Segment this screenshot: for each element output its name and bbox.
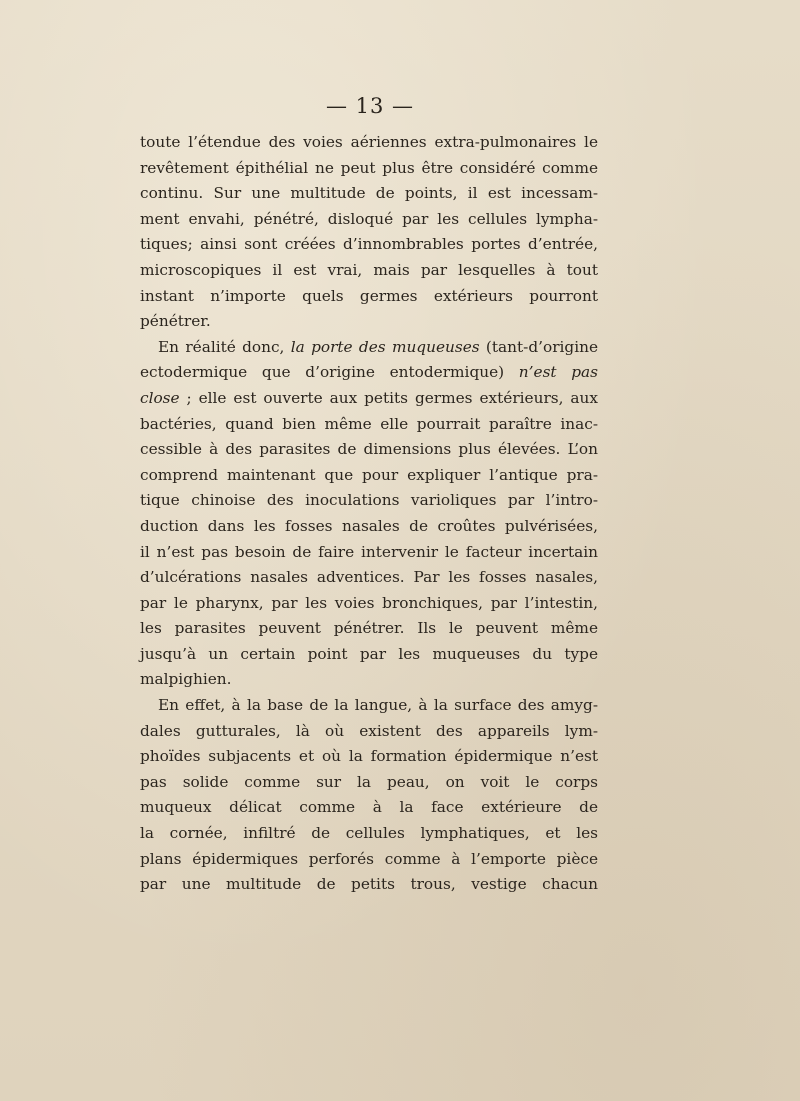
text-line: tique chinoise des inoculations varioliques par l’intro- xyxy=(140,491,598,510)
text-line: plans épidermiques perforés comme à l’emporte pièce xyxy=(140,849,598,868)
text-line: les parasites peuvent pénétrer. Ils le peuvent même xyxy=(140,619,598,638)
text-line: muqueux délicat comme à la face extérieure de xyxy=(140,798,598,817)
text-line: duction dans les fosses nasales de croûtes pulvérisées, xyxy=(140,516,598,535)
text-line: instant n’importe quels germes extérieurs pourront xyxy=(140,286,598,305)
text-line: bactéries, quand bien même elle pourrait paraître inac- xyxy=(140,414,598,433)
text-line: dales gutturales, là où existent des appareils lym- xyxy=(140,721,598,740)
body-text xyxy=(140,130,598,898)
text-line: malpighien. xyxy=(140,670,232,689)
text-line: pénétrer. xyxy=(140,312,211,331)
text-line: ectodermique que d’origine entodermique) n’est pas xyxy=(140,363,599,382)
page-number: — 13 — xyxy=(325,94,415,118)
text-line: toute l’étendue des voies aériennes extra-pulmonaires le xyxy=(140,133,598,151)
text-line: close ; elle est ouverte aux petits germes extérieurs, aux xyxy=(140,388,598,407)
text-line: jusqu’à un certain point par les muqueuses du type xyxy=(140,644,598,663)
text-line: tiques; ainsi sont créées d’innombrables portes d’entrée, xyxy=(140,235,598,254)
text-line: microscopiques il est vrai, mais par lesquelles à tout xyxy=(140,260,598,279)
text-line: par le pharynx, par les voies bronchiques, par l’intestin, xyxy=(140,593,598,612)
text-line: cessible à des parasites de dimensions plus élevées. L’on xyxy=(140,440,598,459)
text-line: la cornée, infiltré de cellules lymphatiques, et les xyxy=(140,824,598,843)
text-line: phoïdes subjacents et où la formation épidermique n’est xyxy=(140,747,598,766)
text-line: il n’est pas besoin de faire intervenir le facteur incertain xyxy=(140,542,598,561)
text-line: ment envahi, pénétré, disloqué par les cellules lympha- xyxy=(140,209,598,228)
text-line: En effet, à la base de la langue, à la surface des amyg- xyxy=(158,696,598,715)
text-line: d’ulcérations nasales adventices. Par les fosses nasales, xyxy=(140,568,598,587)
text-line: comprend maintenant que pour expliquer l’antique pra- xyxy=(140,465,598,484)
text-line: par une multitude de petits trous, vestige chacun xyxy=(140,875,598,894)
text-line: continu. Sur une multitude de points, il est incessam- xyxy=(140,184,598,203)
text-line: revêtement épithélial ne peut plus être considéré comme xyxy=(140,158,598,177)
text-line: En réalité donc, la porte des muqueuses (tant-d’origine xyxy=(158,337,598,356)
text-line: pas solide comme sur la peau, on voit le corps xyxy=(140,772,598,791)
